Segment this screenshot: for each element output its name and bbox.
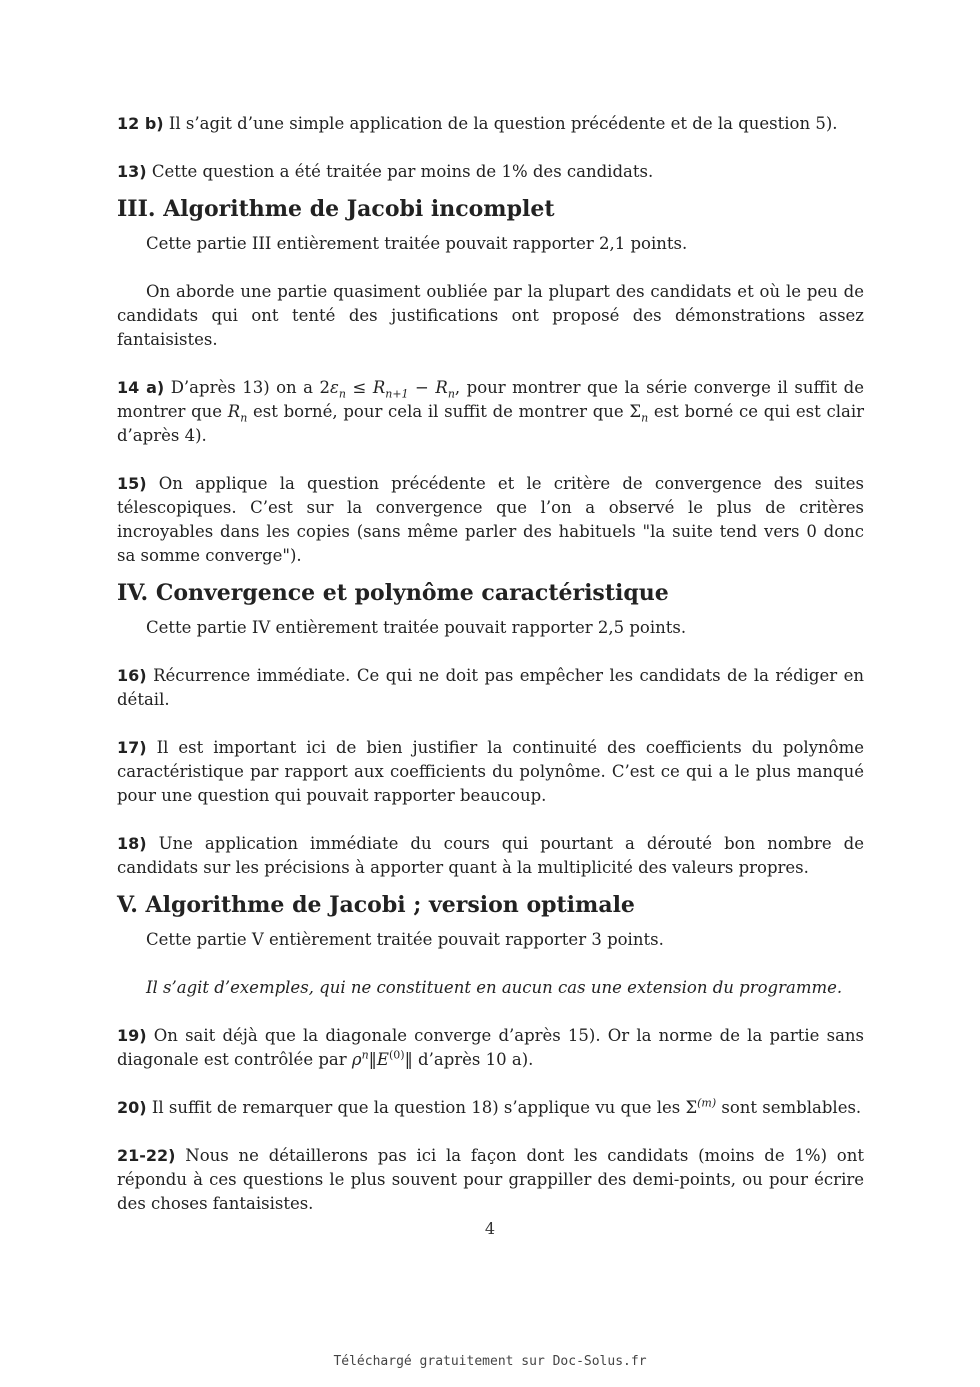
text-part: est borné, pour cela il suffit de montrer que Σ <box>247 402 642 421</box>
section-3-title: III. Algorithme de Jacobi incomplet <box>117 196 555 222</box>
section-3-points: Cette partie III entièrement traitée pouvait rapporter 2,1 points. <box>146 234 688 253</box>
math-subscript: n <box>641 411 649 425</box>
answer-14a <box>117 376 864 448</box>
math-operator: ‖ <box>404 1050 413 1069</box>
question-number: 17) <box>117 738 147 757</box>
section-4-title: IV. Convergence et polynôme caractéristique <box>117 580 669 606</box>
answer-21-22 <box>117 1144 864 1216</box>
question-number: 12 b) <box>117 114 164 133</box>
math-symbol: E <box>376 1050 389 1069</box>
text-part: sont semblables. <box>716 1098 862 1117</box>
math-superscript: (0) <box>388 1048 405 1062</box>
math-subscript: n+1 <box>385 387 409 401</box>
math-superscript: n <box>361 1048 369 1062</box>
answer-13 <box>117 160 864 184</box>
math-symbol: ρ <box>351 1050 362 1069</box>
question-number: 20) <box>117 1098 147 1117</box>
answer-text: Une application immédiate du cours qui pourtant a dérouté bon nombre de candidats sur les précisions à apporter quant à la multiplicité des valeurs propres. <box>117 834 865 877</box>
math-subscript: n <box>240 411 248 425</box>
question-number: 16) <box>117 666 147 685</box>
answer-text: Il s’agit d’une simple application de la question précédente et de la question 5). <box>168 114 838 133</box>
math-symbol: R <box>372 378 386 397</box>
answer-text: Récurrence immédiate. Ce qui ne doit pas empêcher les candidats de la rédiger en détail. <box>117 666 864 709</box>
math-operator: ≤ <box>345 378 373 397</box>
answer-19 <box>117 1024 864 1072</box>
footer-text: Téléchargé gratuitement sur Doc-Solus.fr <box>333 1354 647 1369</box>
section-5-note: Il s’agit d’exemples, qui ne constituent en aucun cas une extension du programme. <box>146 978 843 997</box>
text-part: , pour montrer que la série converge il suffit de montrer que <box>117 378 864 421</box>
answer-text: Il est important ici de bien justifier la continuité des coefficients du polynôme caractéristique par rapport aux coefficients du polynôme. C’est ce qui a le plus manqué pour une question qui pouvait rapporter beaucoup. <box>117 738 864 805</box>
answer-16 <box>117 664 864 712</box>
section-5-points: Cette partie V entièrement traitée pouvait rapporter 3 points. <box>146 930 664 949</box>
answer-20 <box>117 1096 864 1120</box>
answer-18 <box>117 832 864 880</box>
text-part: On sait déjà que la diagonale converge d’après 15). Or la norme de la partie sans diagonale est contrôlée par <box>117 1026 864 1069</box>
text-part: est borné ce qui est clair d’après 4). <box>117 402 864 445</box>
text-part: d’après 10 a). <box>412 1050 534 1069</box>
question-number: 15) <box>117 474 147 493</box>
math-superscript: (m) <box>697 1096 717 1110</box>
question-number: 13) <box>117 162 147 181</box>
document-body <box>117 112 864 1216</box>
text-part: Il suffit de remarquer que la question 18) s’applique vu que les Σ <box>151 1098 698 1117</box>
math-subscript: n <box>447 387 455 401</box>
page-number: 4 <box>484 1219 496 1238</box>
section-3-intro: On aborde une partie quasiment oubliée par la plupart des candidats et où le peu de candidats qui ont tenté des justifications ont proposé des démonstrations assez fantaisistes. <box>117 282 864 349</box>
math-symbol: ε <box>330 378 339 397</box>
answer-text: Nous ne détaillerons pas ici la façon dont les candidats (moins de 1%) ont répondu à ces questions le plus souvent pour grappiller des demi-points, ou pour écrire des choses fantaisistes. <box>117 1146 864 1213</box>
math-subscript: n <box>338 387 346 401</box>
answer-12b <box>117 112 864 136</box>
math-symbol: R <box>227 402 241 421</box>
question-number: 18) <box>117 834 147 853</box>
math-symbol: R <box>435 378 448 397</box>
answer-17 <box>117 736 864 808</box>
math-operator: ‖ <box>368 1050 377 1069</box>
question-number: 21-22) <box>117 1146 176 1165</box>
section-4-points: Cette partie IV entièrement traitée pouvait rapporter 2,5 points. <box>146 618 687 637</box>
answer-text: On applique la question précédente et le critère de convergence des suites télescopiques. C’est sur la convergence que l’on a observé le plus de critères incroyables dans les copies (sans même parler des habituels "la suite tend vers 0 donc sa somme converge"). <box>117 474 864 565</box>
answer-15 <box>117 472 864 568</box>
section-5-title: V. Algorithme de Jacobi ; version optimale <box>117 892 635 918</box>
math-operator: − <box>408 378 436 397</box>
question-number: 19) <box>117 1026 147 1045</box>
text-part: D’après 13) on a 2 <box>170 378 331 397</box>
question-number: 14 a) <box>117 378 165 397</box>
answer-text: Cette question a été traitée par moins de 1% des candidats. <box>151 162 654 181</box>
